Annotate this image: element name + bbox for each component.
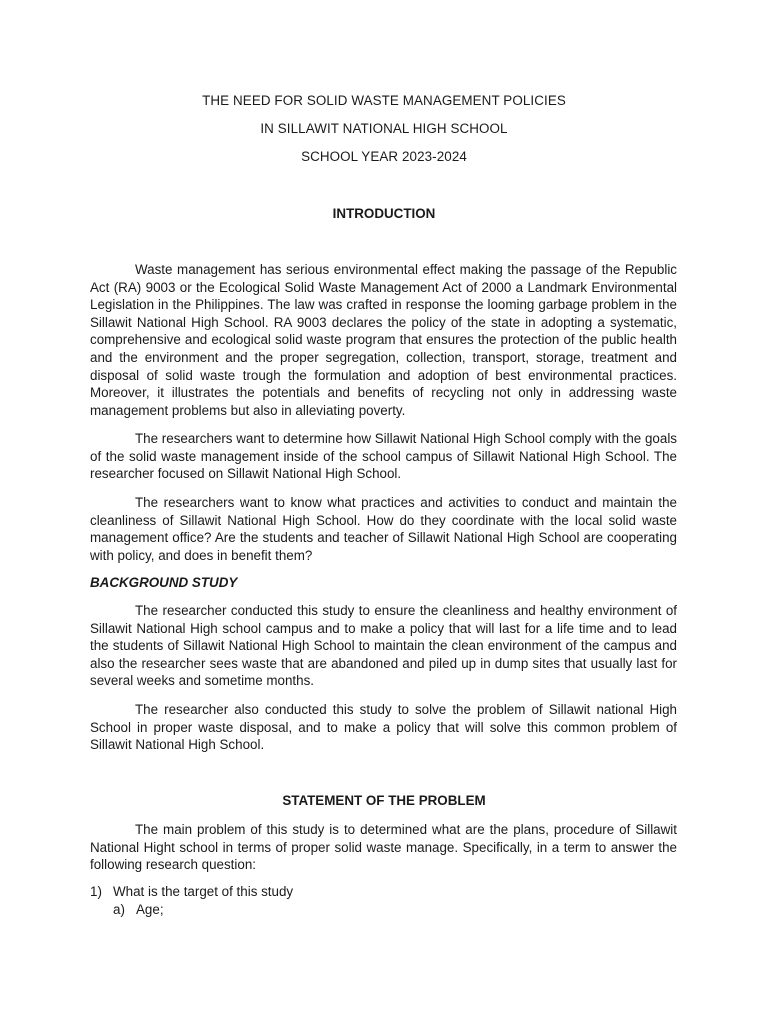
background-paragraph-2: The researcher also conducted this study to solve the problem of Sillawit national High School in proper waste disposal, and to make a policy that will solve this common problem of Sillawit National High School. bbox=[90, 702, 677, 753]
list-item-text: Age; bbox=[136, 902, 164, 917]
introduction-paragraph-2: The researchers want to determine how Sillawit National High School comply with the goals of the solid waste management inside of the school campus of Sillawit National High School. The researcher focused on Sillawit National High School. bbox=[90, 431, 677, 482]
research-subquestion-item bbox=[113, 902, 164, 917]
research-question-item bbox=[90, 884, 293, 899]
problem-heading: STATEMENT OF THE PROBLEM bbox=[282, 793, 486, 808]
title-line-3: SCHOOL YEAR 2023-2024 bbox=[301, 149, 467, 164]
list-marker: a) bbox=[113, 902, 125, 917]
title-line-2: IN SILLAWIT NATIONAL HIGH SCHOOL bbox=[260, 121, 508, 136]
list-item-text: What is the target of this study bbox=[113, 884, 294, 899]
introduction-paragraph-3: The researchers want to know what practices and activities to conduct and maintain the cleanliness of Sillawit National High School. How do they coordinate with the local solid waste management office? Are the students and teacher of Sillawit National High School are cooperating with policy, and does in benefit them? bbox=[90, 495, 677, 563]
background-heading: BACKGROUND STUDY bbox=[90, 575, 238, 590]
list-marker: 1) bbox=[90, 884, 102, 899]
introduction-heading: INTRODUCTION bbox=[332, 206, 436, 221]
problem-paragraph: The main problem of this study is to determined what are the plans, procedure of Sillawit National Hight school in terms of proper solid waste manage. Specifically, in a term to answer the following research question: bbox=[90, 822, 677, 873]
introduction-paragraph-1: Waste management has serious environmental effect making the passage of the Republic Act (RA) 9003 or the Ecological Solid Waste Management Act of 2000 a Landmark Environmental Legislation in the Philippines. The law was crafted in response the looming garbage problem in the Sillawit National High School. RA 9003 declares the policy of the state in adopting a systematic, comprehensive and ecological solid waste program that ensures the protection of the public health and the environment and the proper segregation, collection, transport, storage, treatment and disposal of solid waste trough the formulation and adoption of best environmental practices. Moreover, it illustrates the potentials and benefits of recycling not only in addressing waste management problems but also in alleviating poverty. bbox=[90, 262, 677, 418]
title-line-1: THE NEED FOR SOLID WASTE MANAGEMENT POLICIES bbox=[202, 93, 566, 108]
background-paragraph-1: The researcher conducted this study to ensure the cleanliness and healthy environment of Sillawit National High school campus and to make a policy that will last for a life time and to lead the students of Sillawit National High School to maintain the clean environment of the campus and also the researcher sees waste that are abandoned and piled up in dump sites that usually last for several weeks and sometime months. bbox=[90, 603, 677, 689]
